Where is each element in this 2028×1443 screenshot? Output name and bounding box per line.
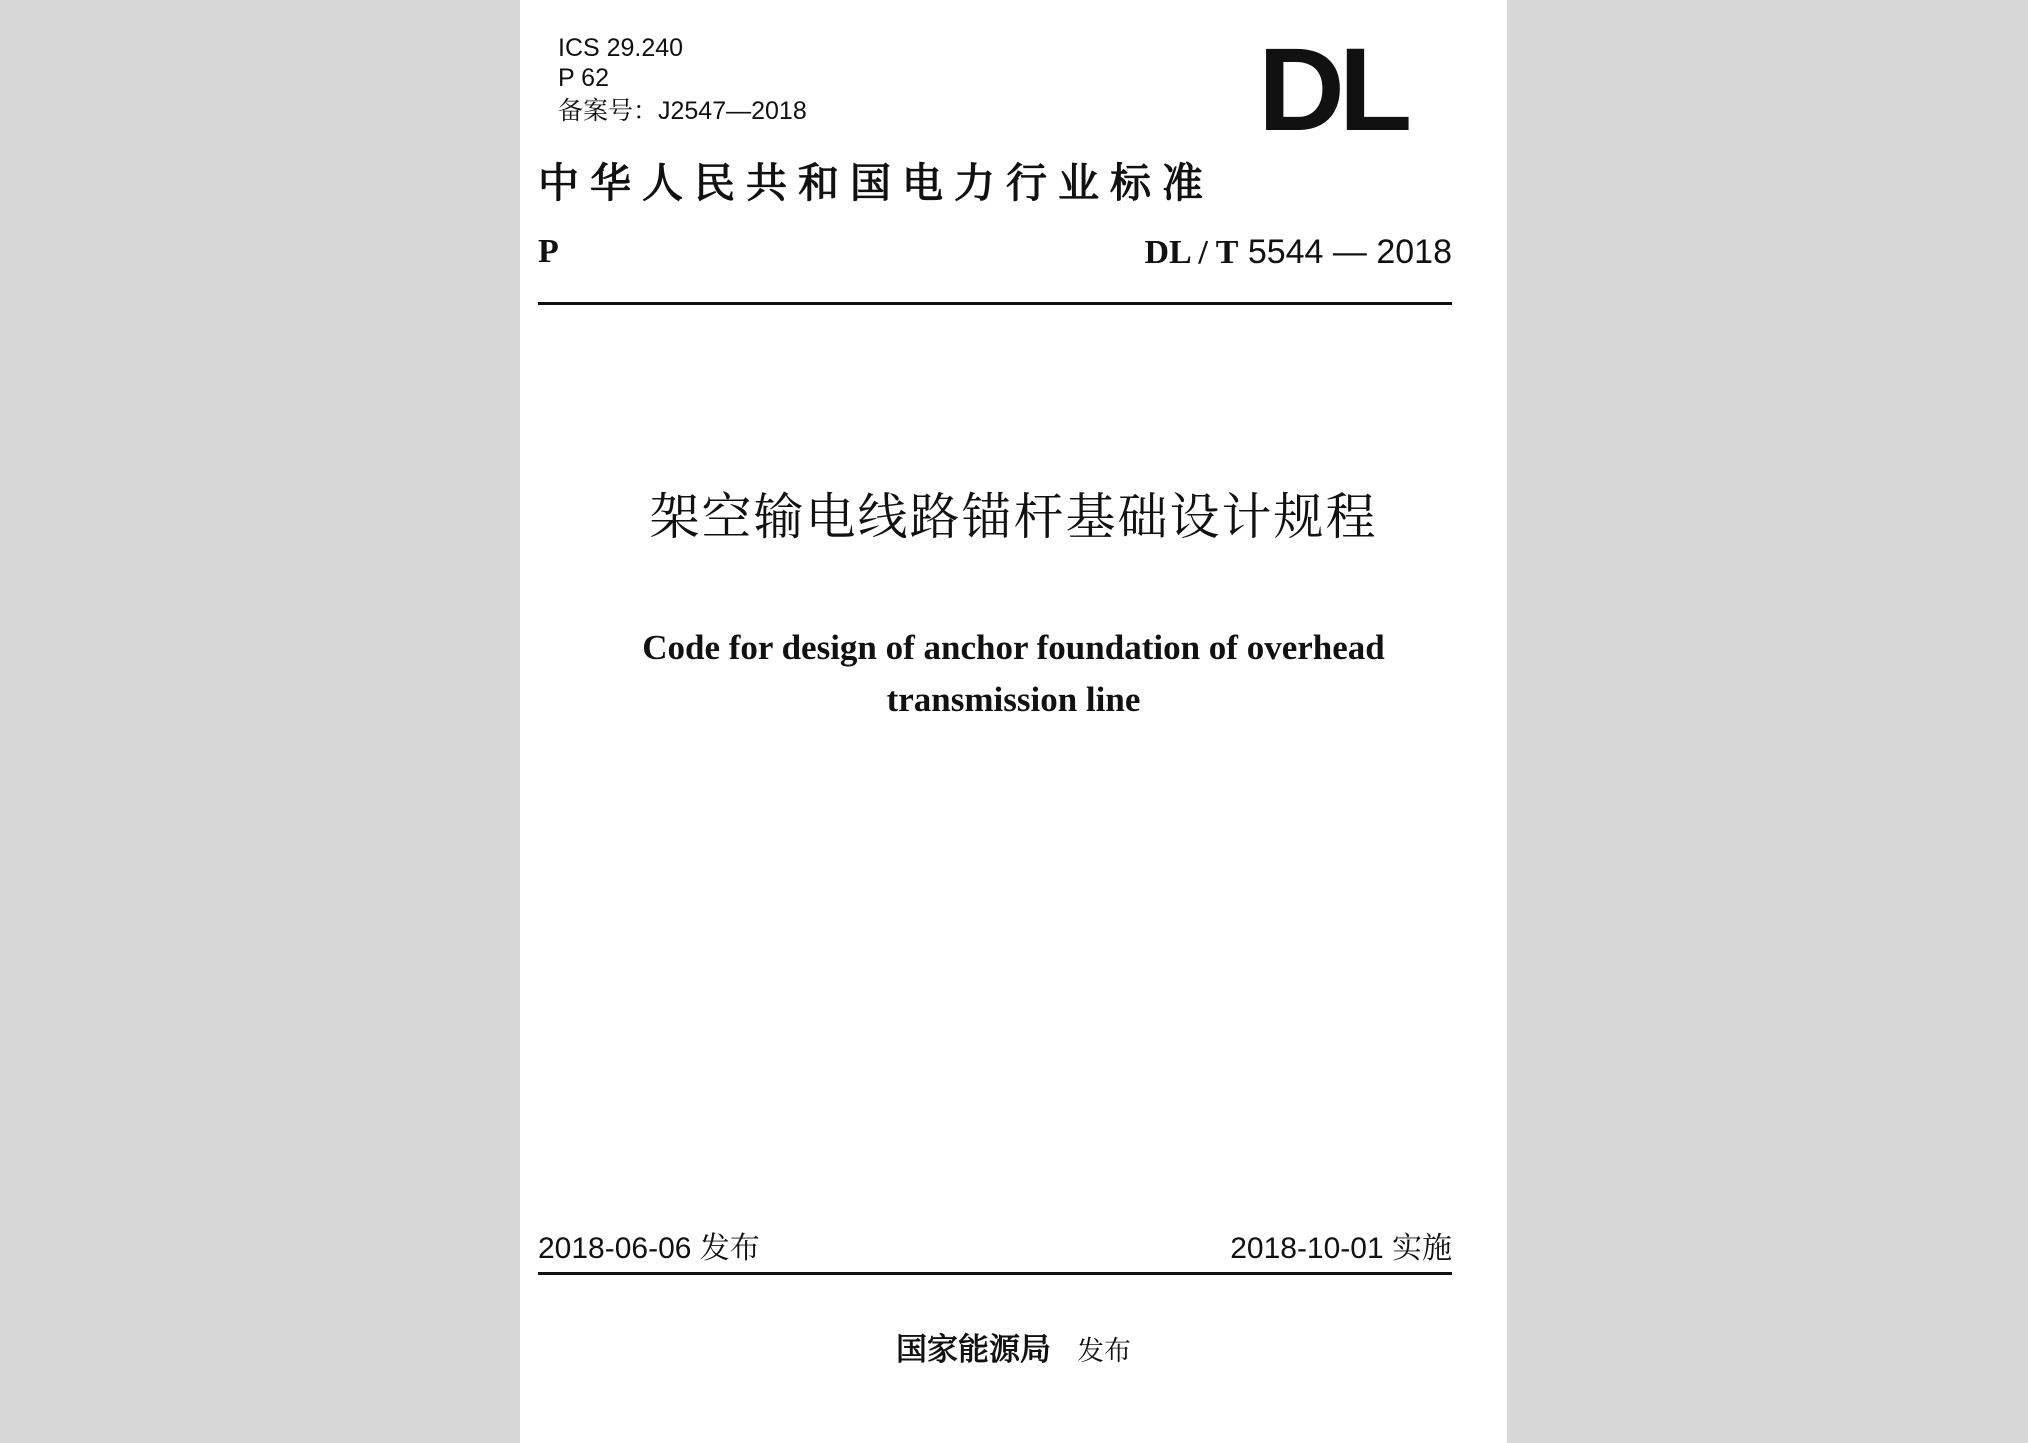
publisher-line bbox=[520, 1325, 1507, 1377]
title-english bbox=[520, 622, 1507, 726]
publisher-organization: 国家能源局 bbox=[896, 1332, 1051, 1368]
standard-code bbox=[1145, 228, 1453, 277]
standard-cover-page bbox=[520, 0, 1507, 1443]
class-letter: P bbox=[538, 233, 559, 270]
standard-code-number: 5544 — 2018 bbox=[1247, 233, 1452, 271]
title-english-line-1: Code for design of anchor foundation of overhead bbox=[642, 628, 1385, 667]
title-english-line-2: transmission line bbox=[886, 680, 1141, 719]
class-number: P 62 bbox=[558, 64, 609, 92]
dl-logo: DL bbox=[1258, 24, 1407, 156]
footer-divider bbox=[538, 1272, 1452, 1275]
issue-date: 2018-06-06 发布 bbox=[538, 1232, 760, 1265]
standard-code-prefix: DL / T bbox=[1144, 234, 1239, 271]
industry-standard-heading: 中华人民共和国电力行业标准 bbox=[538, 159, 1214, 207]
effective-date: 2018-10-01 实施 bbox=[1230, 1232, 1452, 1265]
publisher-action: 发布 bbox=[1077, 1336, 1131, 1367]
header-divider bbox=[538, 302, 1452, 305]
record-number: 备案号：J2547—2018 bbox=[558, 97, 807, 125]
ics-code: ICS 29.240 bbox=[558, 34, 684, 62]
title-chinese: 架空输电线路锚杆基础设计规程 bbox=[649, 488, 1378, 546]
